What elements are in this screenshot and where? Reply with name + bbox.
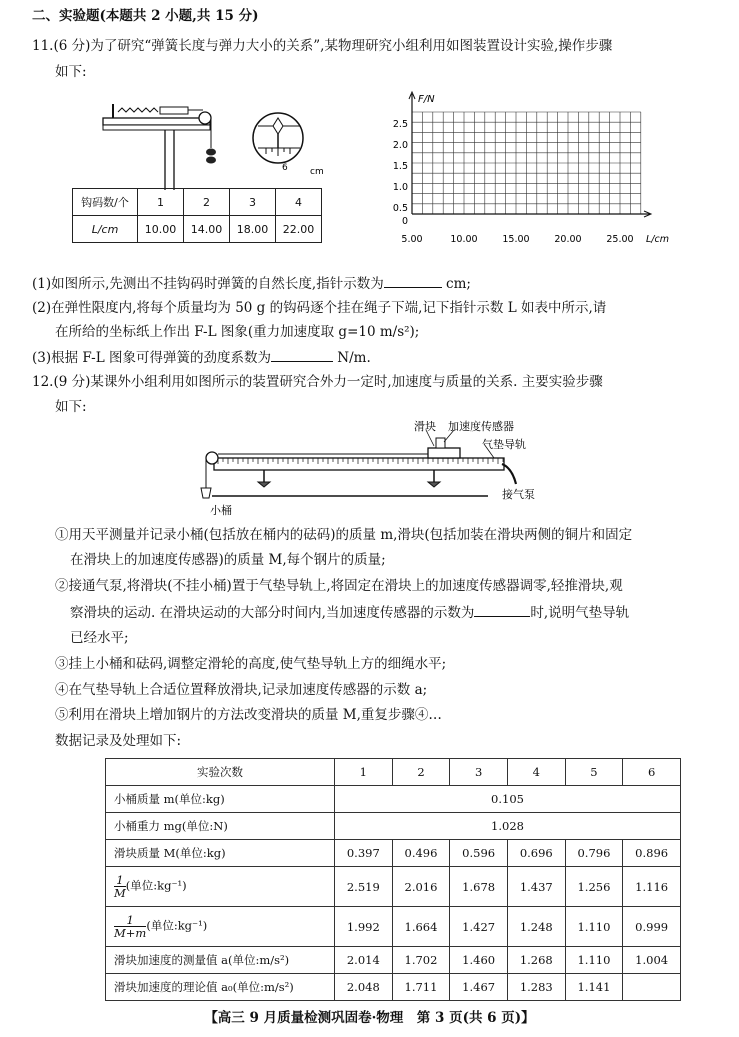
fraction-den: M xyxy=(114,886,126,900)
table-cell: 1.110 xyxy=(565,947,623,974)
fraction-num: 1 xyxy=(114,874,126,887)
answer-blank xyxy=(474,602,530,617)
length-header: L/cm xyxy=(73,216,138,243)
y-tick-label: 2.0 xyxy=(392,140,408,151)
q11-part2a: (2)在弹性限度内,将每个质量均为 50 g 的钩码逐个挂在绳子下端,记下指针示数 L 如表中所示,请 xyxy=(32,300,607,316)
table-cell: 1.248 xyxy=(507,907,565,947)
foot-icon xyxy=(258,482,270,487)
table-header: 4 xyxy=(507,759,565,786)
ruler-unit: cm xyxy=(310,167,324,177)
air-track-figure xyxy=(192,418,552,522)
y-tick-label: 0.5 xyxy=(392,203,408,214)
table-cell: 0.896 xyxy=(623,840,681,867)
table-cell: 1.004 xyxy=(623,947,681,974)
row-unit: (单位:kg⁻¹) xyxy=(146,918,208,933)
q11-part1-text: (1)如图所示,先测出不挂钩码时弹簧的自然长度,指针示数为 xyxy=(32,276,384,292)
table-cell: 1.437 xyxy=(507,867,565,907)
spring-apparatus-figure xyxy=(70,90,360,190)
x-tick-label: 15.00 xyxy=(502,234,530,245)
section-title: 二、实验题(本题共 2 小题,共 15 分) xyxy=(32,8,259,24)
table-cell: 1.992 xyxy=(335,907,393,947)
pulley-icon xyxy=(206,452,218,464)
step2b xyxy=(70,602,629,623)
table-header: 5 xyxy=(565,759,623,786)
air-track xyxy=(214,458,504,470)
answer-blank xyxy=(271,347,333,362)
table-cell: 1.141 xyxy=(565,974,623,1001)
q11-part3-unit: N/m. xyxy=(337,350,371,366)
q12-line1: 12.(9 分)某课外小组利用如图所示的装置研究合外力一定时,加速度与质量的关系. 主要实验步骤 xyxy=(32,374,603,390)
table-row xyxy=(106,840,681,867)
x-axis-label: L/cm xyxy=(646,234,669,245)
sensor-box xyxy=(436,438,445,448)
table-row xyxy=(106,759,681,786)
table-row xyxy=(106,907,681,947)
table-cell: 2.048 xyxy=(335,974,393,1001)
row-label xyxy=(106,907,335,947)
fraction xyxy=(114,914,146,939)
table-cell: 1.664 xyxy=(392,907,450,947)
step2a: ②接通气泵,将滑块(不挂小桶)置于气垫导轨上,将固定在滑块上的加速度传感器调零,轻推滑块,观 xyxy=(55,578,623,594)
row-label: 小桶重力 mg(单位:N) xyxy=(106,813,335,840)
count-header: 钩码数/个 xyxy=(73,189,138,216)
table-cell: 14.00 xyxy=(184,216,230,243)
slider-block xyxy=(428,448,460,458)
row-label: 小桶质量 m(单位:kg) xyxy=(106,786,335,813)
step4: ④在气垫导轨上合适位置释放滑块,记录加速度传感器的示数 a; xyxy=(55,682,428,698)
x-tick-label: 10.00 xyxy=(450,234,478,245)
q11-line1: 11.(6 分)为了研究“弹簧长度与弹力大小的关系”,某物理研究小组利用如图装置设计实验,操作步骤 xyxy=(32,38,613,54)
table-cell: 2.014 xyxy=(335,947,393,974)
table-cell: 10.00 xyxy=(138,216,184,243)
q11-part3 xyxy=(32,347,371,368)
table-cell: 22.00 xyxy=(276,216,322,243)
table-cell: 1.702 xyxy=(392,947,450,974)
pump-label: 接气泵 xyxy=(502,488,535,501)
table-cell: 3 xyxy=(230,189,276,216)
table-row xyxy=(106,974,681,1001)
q12-line2: 如下: xyxy=(55,399,87,415)
q11-part1 xyxy=(32,273,471,294)
table-cell: 0.105 xyxy=(335,786,681,813)
table-cell: 1.678 xyxy=(450,867,508,907)
table-cell: 0.796 xyxy=(565,840,623,867)
q11-line2: 如下: xyxy=(55,64,87,80)
table-cell: 1.711 xyxy=(392,974,450,1001)
step1a: ①用天平测量并记录小桶(包括放在桶内的砝码)的质量 m,滑块(包括加装在滑块两侧的铜片和固定 xyxy=(55,527,633,543)
step5: ⑤利用在滑块上增加钢片的方法改变滑块的质量 M,重复步骤④… xyxy=(55,707,442,723)
table-cell: 0.496 xyxy=(392,840,450,867)
table-header: 3 xyxy=(450,759,508,786)
table-row xyxy=(106,947,681,974)
table-cell: 1.283 xyxy=(507,974,565,1001)
table-cell: 1.110 xyxy=(565,907,623,947)
x-tick-label: 5.00 xyxy=(401,234,423,245)
table-cell: 0.397 xyxy=(335,840,393,867)
fraction xyxy=(114,874,126,899)
table-cell: 0.999 xyxy=(623,907,681,947)
fraction-den: M+m xyxy=(114,926,147,940)
record-intro: 数据记录及处理如下: xyxy=(55,733,182,749)
y-axis-label: F/N xyxy=(418,94,435,105)
table-cell: 1.256 xyxy=(565,867,623,907)
step1b: 在滑块上的加速度传感器)的质量 M,每个钢片的质量; xyxy=(70,552,386,568)
table-cell: 1.467 xyxy=(450,974,508,1001)
row-label xyxy=(106,867,335,907)
table-cell: 1.268 xyxy=(507,947,565,974)
track-label: 气垫导轨 xyxy=(482,438,526,451)
x-tick-label: 25.00 xyxy=(606,234,634,245)
table-row xyxy=(106,813,681,840)
table-cell: 1.028 xyxy=(335,813,681,840)
q11-part2b: 在所给的坐标纸上作出 F-L 图象(重力加速度取 g=10 m/s²); xyxy=(55,324,420,340)
sensor-label: 加速度传感器 xyxy=(448,420,514,433)
table-row xyxy=(106,867,681,907)
table-cell: 1.427 xyxy=(450,907,508,947)
table-cell: 2.016 xyxy=(392,867,450,907)
row-label: 滑块质量 M(单位:kg) xyxy=(106,840,335,867)
q11-part3-text: (3)根据 F-L 图象可得弹簧的劲度系数为 xyxy=(32,350,271,366)
table-row xyxy=(106,786,681,813)
table-header: 实验次数 xyxy=(106,759,335,786)
row-unit: (单位:kg⁻¹) xyxy=(125,878,187,893)
step2b-tail: 时,说明气垫导轨 xyxy=(530,605,630,621)
grid-lines xyxy=(412,112,641,214)
spring-data-table xyxy=(72,188,322,243)
bucket-label: 小桶 xyxy=(210,504,232,517)
acceleration-data-table xyxy=(105,758,681,1001)
table-cell: 1.116 xyxy=(623,867,681,907)
row-label: 滑块加速度的理论值 a₀(单位:m/s²) xyxy=(106,974,335,1001)
table-cell xyxy=(623,974,681,1001)
y-tick-label: 1.5 xyxy=(392,161,408,172)
table-cell: 4 xyxy=(276,189,322,216)
foot-icon xyxy=(428,482,440,487)
bucket-icon xyxy=(201,488,211,498)
table-header: 2 xyxy=(392,759,450,786)
page-footer: 【高三 9 月质量检测巩固卷·物理 第 3 页(共 6 页)】 xyxy=(204,1010,535,1026)
table-cell: 1.460 xyxy=(450,947,508,974)
table-cell: 0.596 xyxy=(450,840,508,867)
ruler-label: 6 xyxy=(282,163,288,173)
table-cell: 0.696 xyxy=(507,840,565,867)
row-label: 滑块加速度的测量值 a(单位:m/s²) xyxy=(106,947,335,974)
table-cell: 1 xyxy=(138,189,184,216)
x-tick-label: 20.00 xyxy=(554,234,582,245)
y-tick-label: 1.0 xyxy=(392,182,408,193)
table-header: 6 xyxy=(623,759,681,786)
table-cell: 2.519 xyxy=(335,867,393,907)
step3: ③挂上小桶和砝码,调整定滑轮的高度,使气垫导轨上方的细绳水平; xyxy=(55,656,447,672)
step2b-text: 察滑块的运动. 在滑块运动的大部分时间内,当加速度传感器的示数为 xyxy=(70,605,475,621)
y-tick-label: 0 xyxy=(401,216,408,227)
table-row xyxy=(73,189,322,216)
table-header: 1 xyxy=(335,759,393,786)
y-tick-label: 2.5 xyxy=(392,119,408,130)
step2c: 已经水平; xyxy=(70,630,129,646)
table-cell: 18.00 xyxy=(230,216,276,243)
slider-label: 滑块 xyxy=(414,420,436,433)
table-row xyxy=(73,216,322,243)
f-l-grid-graph xyxy=(382,90,712,252)
fraction-num: 1 xyxy=(114,914,146,927)
table-cell: 2 xyxy=(184,189,230,216)
q11-part1-unit: cm; xyxy=(446,276,471,292)
answer-blank xyxy=(384,273,442,288)
